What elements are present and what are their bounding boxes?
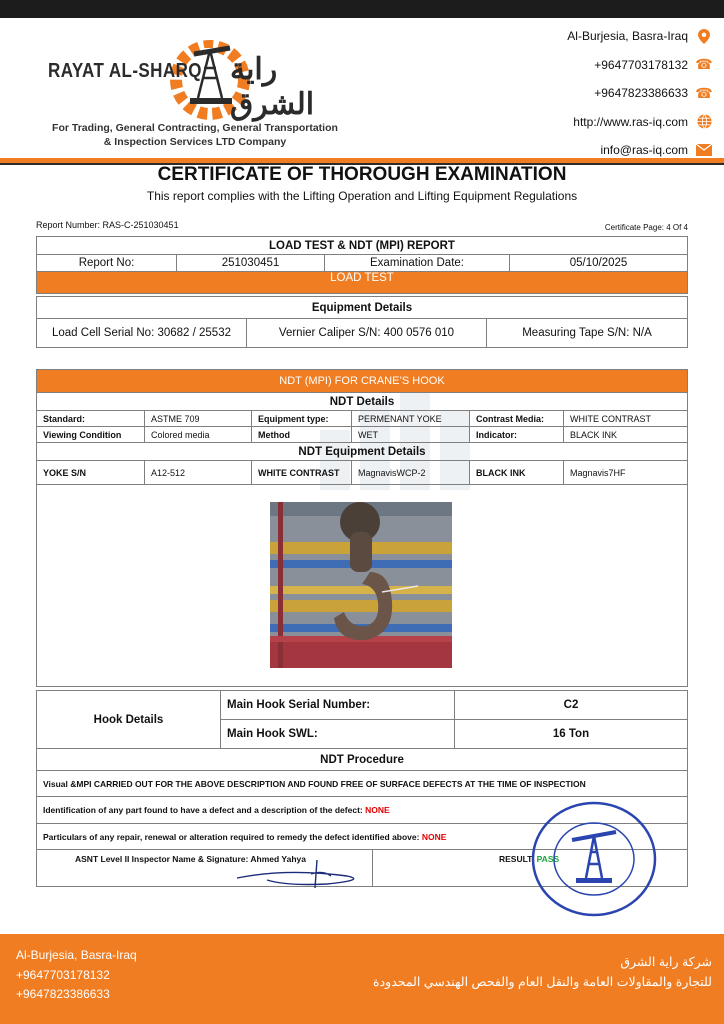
globe-icon: [696, 114, 712, 130]
measuring-tape: Measuring Tape S/N: N/A: [487, 319, 688, 348]
exam-date-label: Examination Date:: [325, 255, 510, 272]
crane-hook-photo: [270, 502, 452, 668]
report-number: Report Number: RAS-C-251030451: [36, 220, 179, 230]
indicator-value: BLACK INK: [564, 427, 688, 443]
mail-icon: [696, 142, 712, 158]
load-cell: Load Cell Serial No: 30682 / 25532: [37, 319, 247, 348]
black-ink-value: Magnavis7HF: [564, 461, 688, 485]
yoke-value: A12-512: [145, 461, 252, 485]
defect-value: NONE: [365, 805, 390, 815]
yoke-label: YOKE S/N: [37, 461, 145, 485]
standard-label: Standard:: [37, 411, 145, 427]
logo-text-en: RAYAT AL-SHARQ: [48, 60, 202, 82]
repair-value: NONE: [421, 831, 447, 842]
hook-swl-value: 16 Ton: [455, 720, 688, 749]
hook-serial-label: Main Hook Serial Number:: [221, 691, 455, 720]
contact-email[interactable]: info@ras-iq.com: [452, 136, 712, 165]
ndt-heading: NDT (MPI) FOR CRANE’S HOOK: [37, 370, 688, 393]
contrast-label: Contrast Media:: [470, 411, 564, 427]
logo-text-ar: راية الشرق: [230, 53, 315, 121]
footer: [0, 934, 724, 1024]
company-stamp: [530, 800, 658, 918]
black-ink-label: BLACK INK: [470, 461, 564, 485]
hook-details-label: Hook Details: [37, 691, 221, 749]
certificate-title: CERTIFICATE OF THOROUGH EXAMINATION: [157, 164, 567, 185]
method-label: Method: [252, 427, 352, 443]
ndt-equip-heading: NDT Equipment Details: [37, 443, 688, 461]
location-icon: [696, 28, 712, 44]
repair-row: Particulars of any repair, renewal or alteration required to remedy the defect identified above: NONE: [37, 824, 688, 850]
ndt-details-heading: NDT Details: [37, 393, 688, 411]
equip-type-label: Equipment type:: [252, 411, 352, 427]
contact-block: [452, 22, 712, 165]
equipment-table: [36, 296, 688, 348]
exam-date-value: 05/10/2025: [510, 255, 688, 272]
report-no-value: 251030451: [177, 255, 325, 272]
inspector-signature: [227, 856, 377, 890]
report-heading: LOAD TEST & NDT (MPI) REPORT: [37, 237, 688, 255]
hook-serial-value: C2: [455, 691, 688, 720]
indicator-label: Indicator:: [470, 427, 564, 443]
procedure-heading: NDT Procedure: [37, 749, 688, 771]
contact-address: Al-Burjesia, Basra-Iraq: [452, 22, 712, 51]
contrast-value: WHITE CONTRAST: [564, 411, 688, 427]
load-test-table: [36, 236, 688, 294]
contact-website[interactable]: http://www.ras-iq.com: [452, 108, 712, 137]
footer-contact: Al-Burjesia, Basra-Iraq +9647703178132 +9647823386633: [16, 948, 137, 1001]
standard-value: ASTME 709: [145, 411, 252, 427]
company-tagline: For Trading, General Contracting, General Transportation & Inspection Services LTD Company: [52, 122, 338, 148]
vernier-caliper: Vernier Caliper S/N: 400 0576 010: [247, 319, 487, 348]
company-logo: [40, 22, 350, 121]
defect-row: Identification of any part found to have a defect and a description of the defect: NONE: [37, 797, 688, 824]
hook-swl-label: Main Hook SWL:: [221, 720, 455, 749]
hook-details-table: [36, 690, 688, 749]
white-contrast-label: WHITE CONTRAST: [252, 461, 352, 485]
viewing-label: Viewing Condition: [37, 427, 145, 443]
inspector-cell: ASNT Level II Inspector Name & Signature: Ahmed Yahya: [37, 850, 373, 887]
result-value: PASS: [536, 854, 560, 864]
top-bar: [0, 0, 724, 18]
report-no-label: Report No:: [37, 255, 177, 272]
white-contrast-value: MagnavisWCP-2: [352, 461, 470, 485]
procedure-statement: Visual &MPI CARRIED OUT FOR THE ABOVE DESCRIPTION AND FOUND FREE OF SURFACE DEFECTS AT THE TIME OF INSPECTION: [37, 771, 688, 797]
certificate-subtitle: This report complies with the Lifting Operation and Lifting Equipment Regulations: [146, 189, 578, 203]
viewing-value: Colored media: [145, 427, 252, 443]
result-cell: RESULT: PASS: [373, 850, 688, 887]
phone-icon: ☎: [695, 84, 713, 101]
phone-icon: ☎: [695, 56, 713, 73]
equipment-heading: Equipment Details: [37, 297, 688, 319]
contact-phone-2[interactable]: +9647823386633 ☎: [594, 84, 713, 101]
method-value: WET: [352, 427, 470, 443]
load-test-heading: LOAD TEST: [37, 272, 688, 294]
contact-phone-1[interactable]: +9647703178132 ☎: [594, 56, 713, 73]
footer-company-ar: شركة راية الشرق للتجارة والمقاولات العامة والنقل العام والفحص الهندسي المحدودة: [373, 955, 712, 989]
equip-type-value: PERMENANT YOKE: [352, 411, 470, 427]
certificate-page: Certificate Page: 4 Of 4: [604, 223, 688, 232]
